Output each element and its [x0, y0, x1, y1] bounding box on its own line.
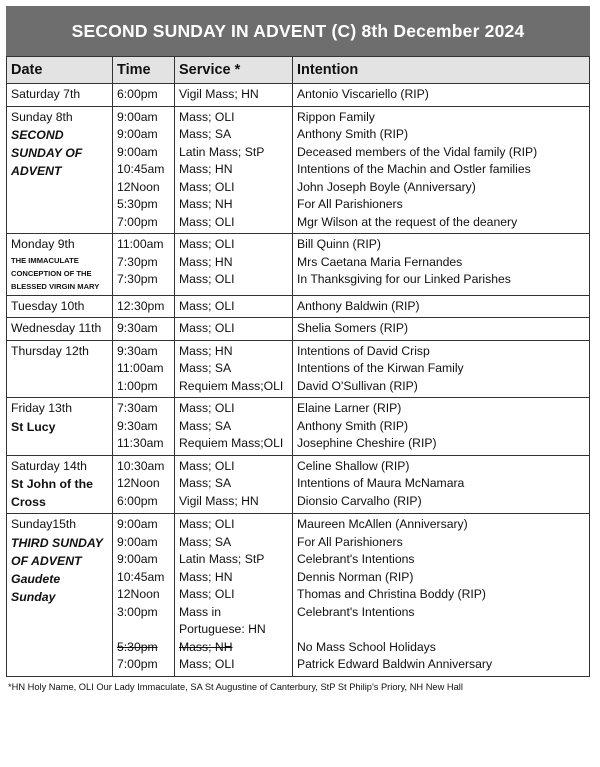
date-label: Friday 13th	[11, 401, 72, 415]
date-label: Saturday 7th	[11, 87, 81, 101]
service-value: Mass; OLI	[179, 272, 235, 286]
time-cell	[113, 234, 175, 296]
intention-value: Intentions of the Machin and Ostler families	[297, 162, 531, 176]
service-value: Mass; OLI	[179, 298, 235, 313]
intention-cell	[293, 318, 590, 341]
time-value: 9:00am	[117, 534, 158, 549]
service-value: Mass; SA	[179, 361, 232, 375]
page-title: SECOND SUNDAY IN ADVENT (C) 8th December 2024	[6, 6, 590, 56]
service-cell	[175, 295, 293, 318]
date-cell	[7, 106, 113, 234]
service-cell	[175, 318, 293, 341]
service-value: Mass; OLI	[179, 237, 235, 251]
footnote: *HN Holy Name, OLI Our Lady Immaculate, SA St Augustine of Canterbury, StP St Philip's Priory, NH New Hall	[8, 681, 463, 692]
service-value: Mass; HN	[179, 254, 233, 269]
feast-label: THE IMMACULATE CONCEPTION OF THE BLESSED VIRGIN MARY	[11, 255, 100, 291]
time-value: 9:00am	[117, 552, 158, 566]
intention-value: Mrs Caetana Maria Fernandes	[297, 254, 463, 269]
time-value: 9:00am	[117, 109, 158, 124]
time-value: 9:00am	[117, 144, 158, 159]
time-value: 11:00am	[117, 361, 164, 375]
service-value: Mass; OLI	[179, 179, 235, 194]
date-label: Thursday 12th	[11, 343, 89, 358]
service-value: Mass in	[179, 604, 221, 619]
time-value: 1:00pm	[117, 378, 158, 393]
time-value: 5:30pm	[117, 639, 158, 654]
table-row	[7, 340, 590, 398]
time-cell	[113, 455, 175, 514]
intention-cell	[293, 295, 590, 318]
intention-value: For All Parishioners	[297, 197, 403, 211]
service-value: Mass; HN	[179, 343, 233, 358]
time-cell	[113, 106, 175, 234]
service-value: Mass; OLI	[179, 321, 235, 335]
table-row	[7, 84, 590, 107]
intention-value: Elaine Larner (RIP)	[297, 401, 402, 415]
intention-value: Bill Quinn (RIP)	[297, 237, 381, 251]
date-label: Tuesday 10th	[11, 298, 85, 313]
time-value: 12Noon	[117, 179, 160, 194]
date-cell	[7, 340, 113, 398]
date-cell	[7, 84, 113, 107]
time-value: 9:00am	[117, 517, 158, 531]
intention-value: Maureen McAllen (Anniversary)	[297, 517, 468, 531]
service-value: Mass; SA	[179, 127, 232, 141]
time-value: 9:30am	[117, 418, 158, 433]
time-value: 10:45am	[117, 569, 165, 584]
intention-value: Dennis Norman (RIP)	[297, 569, 414, 584]
time-value: 6:00pm	[117, 493, 158, 508]
intention-value: Intentions of the Kirwan Family	[297, 361, 464, 375]
time-value: 6:00pm	[117, 87, 158, 101]
intention-value: Josephine Cheshire (RIP)	[297, 436, 437, 450]
service-value: Mass; NH	[179, 197, 233, 211]
intention-value: In Thanksgiving for our Linked Parishes	[297, 272, 511, 286]
table-row	[7, 398, 590, 456]
time-value: 7:30pm	[117, 254, 158, 269]
date-label: Wednesday 11th	[11, 321, 102, 335]
feast-label: THIRD SUNDAY OF ADVENT	[11, 535, 103, 568]
time-value: 5:30pm	[117, 197, 158, 211]
service-value: Mass; OLI	[179, 214, 235, 229]
service-value: Mass; HN	[179, 569, 233, 584]
time-value: 7:30pm	[117, 272, 158, 286]
time-value: 7:00pm	[117, 657, 158, 671]
time-value: 3:00pm	[117, 604, 158, 619]
intention-cell	[293, 340, 590, 398]
time-value	[117, 621, 170, 639]
date-cell	[7, 514, 113, 677]
service-value: Mass; HN	[179, 162, 233, 176]
intention-value: Intentions of Maura McNamara	[297, 476, 465, 490]
service-value: Mass; SA	[179, 534, 232, 549]
service-value: Vigil Mass; HN	[179, 87, 259, 101]
time-value: 12Noon	[117, 587, 160, 601]
schedule-sheet	[6, 6, 590, 692]
intention-value: No Mass School Holidays	[297, 639, 436, 654]
table-row	[7, 295, 590, 318]
service-cell	[175, 234, 293, 296]
date-cell	[7, 455, 113, 514]
schedule-body	[7, 84, 590, 677]
service-value: Mass; NH	[179, 639, 233, 654]
header-date: Date	[7, 57, 113, 84]
intention-cell	[293, 106, 590, 234]
feast-label: SECOND SUNDAY OF ADVENT	[11, 128, 83, 178]
intention-value: Anthony Smith (RIP)	[297, 418, 409, 433]
intention-value: Intentions of David Crisp	[297, 343, 430, 358]
date-label: Monday 9th	[11, 237, 75, 251]
intention-value: Dionsio Carvalho (RIP)	[297, 493, 422, 508]
feast-label: St Lucy	[11, 419, 56, 434]
service-value: Portuguese: HN	[179, 622, 266, 636]
time-cell	[113, 84, 175, 107]
service-value: Latin Mass; StP	[179, 144, 265, 159]
time-value: 9:00am	[117, 127, 158, 141]
intention-value: Antonio Viscariello (RIP)	[297, 87, 429, 101]
intention-cell	[293, 455, 590, 514]
intention-value: Celebrant's Intentions	[297, 604, 415, 619]
service-value: Vigil Mass; HN	[179, 493, 259, 508]
date-cell	[7, 398, 113, 456]
service-value: Mass; OLI	[179, 458, 235, 473]
date-cell	[7, 295, 113, 318]
service-value: Mass; OLI	[179, 517, 235, 531]
intention-value	[297, 621, 585, 639]
table-row	[7, 234, 590, 296]
table-row	[7, 106, 590, 234]
intention-value: For All Parishioners	[297, 534, 403, 549]
service-value: Requiem Mass;OLI	[179, 436, 284, 450]
service-value: Mass; SA	[179, 476, 232, 490]
service-value: Mass; OLI	[179, 109, 235, 124]
service-cell	[175, 106, 293, 234]
date-label: Saturday 14th	[11, 458, 87, 473]
service-value: Latin Mass; StP	[179, 552, 265, 566]
time-value: 10:45am	[117, 162, 165, 176]
intention-cell	[293, 514, 590, 677]
time-value: 12Noon	[117, 476, 160, 490]
intention-value: Anthony Smith (RIP)	[297, 127, 409, 141]
table-header-row	[7, 57, 590, 84]
time-cell	[113, 340, 175, 398]
intention-value: Mgr Wilson at the request of the deanery	[297, 214, 518, 229]
time-value: 9:30am	[117, 343, 158, 358]
service-cell	[175, 340, 293, 398]
service-value: Requiem Mass;OLI	[179, 378, 284, 393]
intention-value: Celine Shallow (RIP)	[297, 458, 410, 473]
intention-value: Deceased members of the Vidal family (RIP)	[297, 144, 538, 159]
time-cell	[113, 295, 175, 318]
date-label: Sunday 8th	[11, 109, 73, 124]
intention-cell	[293, 398, 590, 456]
intention-cell	[293, 84, 590, 107]
intention-value: Celebrant's Intentions	[297, 552, 415, 566]
time-value: 9:30am	[117, 321, 158, 335]
intention-value: Shelia Somers (RIP)	[297, 321, 409, 335]
service-cell	[175, 398, 293, 456]
time-cell	[113, 318, 175, 341]
mass-schedule-table	[6, 56, 590, 677]
intention-value: David O'Sullivan (RIP)	[297, 378, 418, 393]
table-row	[7, 455, 590, 514]
feast-label: St John of the Cross	[11, 477, 93, 509]
time-value: 10:30am	[117, 458, 165, 473]
time-cell	[113, 398, 175, 456]
time-value: 11:00am	[117, 237, 164, 251]
header-service: Service *	[175, 57, 293, 84]
service-value: Mass; OLI	[179, 657, 235, 671]
intention-value: Patrick Edward Baldwin Anniversary	[297, 657, 493, 671]
time-cell	[113, 514, 175, 677]
service-cell	[175, 84, 293, 107]
intention-value: Rippon Family	[297, 109, 375, 124]
service-cell	[175, 514, 293, 677]
header-intention: Intention	[293, 57, 590, 84]
table-row	[7, 514, 590, 677]
table-row	[7, 318, 590, 341]
time-value: 7:30am	[117, 401, 158, 415]
date-cell	[7, 318, 113, 341]
intention-value: Anthony Baldwin (RIP)	[297, 298, 420, 313]
service-value: Mass; SA	[179, 418, 232, 433]
service-cell	[175, 455, 293, 514]
feast-sublabel: Gaudete Sunday	[11, 571, 61, 604]
intention-value: Thomas and Christina Boddy (RIP)	[297, 587, 486, 601]
time-value: 7:00pm	[117, 214, 158, 229]
service-value: Mass; OLI	[179, 587, 235, 601]
time-value: 11:30am	[117, 436, 164, 450]
header-time: Time	[113, 57, 175, 84]
intention-cell	[293, 234, 590, 296]
date-label: Sunday15th	[11, 517, 77, 531]
time-value: 12:30pm	[117, 298, 165, 313]
date-cell	[7, 234, 113, 296]
intention-value: John Joseph Boyle (Anniversary)	[297, 179, 476, 194]
service-value: Mass; OLI	[179, 401, 235, 415]
